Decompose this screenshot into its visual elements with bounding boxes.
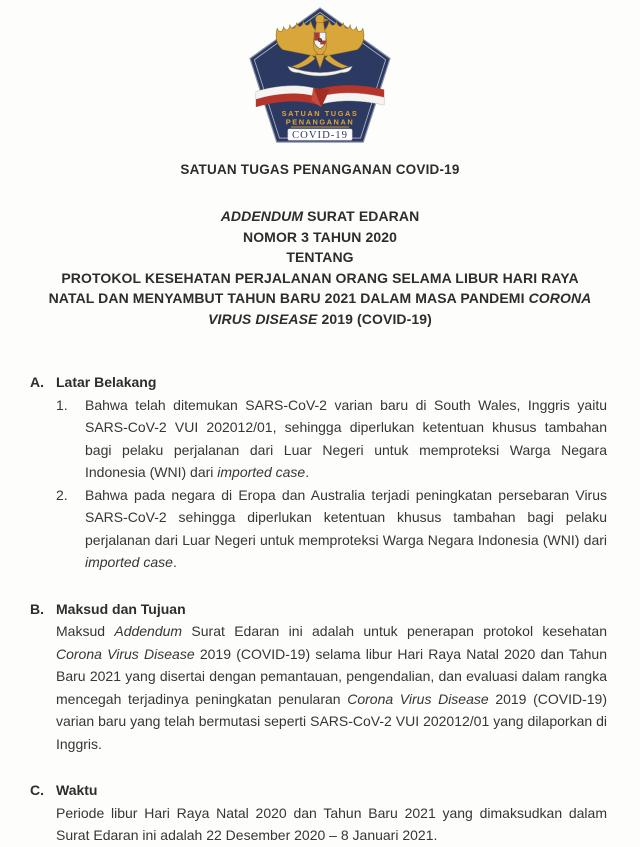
section-body	[56, 620, 607, 755]
section-heading	[30, 371, 607, 394]
logo-container	[0, 0, 640, 147]
text-run: Surat Edaran ini adalah untuk penerapan protokol kesehatan	[182, 623, 607, 639]
logo-label-line1: SATUAN TUGAS	[281, 108, 359, 118]
numbered-item	[56, 394, 607, 484]
section-label: C.	[30, 782, 44, 798]
text-run: VIRUS DISEASE	[208, 310, 318, 327]
sections	[30, 371, 607, 847]
text-run: 2019 (COVID-19) varian baru yang telah bermutasi seperti SARS-CoV-2 VUI 202012/01 yang dilaporkan di Inggris.	[56, 690, 607, 752]
logo-label-underline	[291, 127, 349, 128]
title-line	[0, 227, 640, 248]
text-run: 2019 (COVID-19)	[317, 310, 432, 327]
title-line	[0, 268, 640, 289]
text-run: imported case	[85, 554, 173, 570]
section-heading-text: Waktu	[56, 782, 98, 798]
text-run: Periode libur Hari Raya Natal 2020 dan Tahun Baru 2021 yang dimaksudkan dalam Surat Edaran ini adalah 22 Desember 2020 – 8 Januari 2021.	[56, 804, 607, 843]
title-line	[0, 247, 640, 268]
title-line	[0, 206, 640, 227]
title-line	[0, 288, 640, 309]
covid-label-text: COVID-19	[292, 129, 348, 142]
text-run: .	[172, 554, 177, 570]
text-run: ADDENDUM	[220, 208, 304, 224]
item-text	[85, 484, 607, 574]
section	[30, 779, 607, 847]
numbered-item	[56, 484, 607, 574]
text-run: PROTOKOL KESEHATAN PERJALANAN ORANG SELAMA LIBUR HARI RAYA	[61, 269, 579, 286]
text-run: Addendum	[114, 623, 183, 639]
item-number: 2.	[56, 486, 68, 503]
section-heading-text: Maksud dan Tujuan	[56, 600, 186, 617]
text-run: SURAT EDARAN	[303, 208, 420, 224]
item-text	[85, 394, 607, 484]
section-heading	[30, 598, 607, 621]
section-heading	[30, 779, 607, 802]
section-body	[56, 802, 607, 847]
text-run: Maksud	[56, 623, 115, 639]
org-caption: SATUAN TUGAS PENANGANAN COVID-19	[180, 162, 460, 177]
text-run: TENTANG	[286, 249, 354, 265]
text-run: .	[305, 464, 310, 480]
text-run: NOMOR 3 TAHUN 2020	[242, 228, 398, 245]
section-paragraph	[56, 802, 607, 847]
item-number: 1.	[56, 396, 68, 413]
section-paragraph	[56, 620, 607, 755]
text-run: Bahwa pada negara di Eropa dan Australia terjadi peningkatan persebaran Virus SARS-CoV-2 sehingga diperlukan ketentuan khusus tambahan bagi pelaku perjalanan dari Luar Negeri untuk memproteksi Warga Negara Indonesia (WNI) dari	[85, 486, 607, 548]
text-run: NATAL DAN MENYAMBUT TAHUN BARU 2021 DALAM MASA PANDEMI	[48, 290, 529, 306]
text-run: Corona Virus Disease	[347, 690, 489, 707]
section-heading-text: Latar Belakang	[56, 374, 157, 390]
text-run: CORONA	[528, 290, 592, 306]
satgas-covid19-pentagon-emblem	[247, 6, 393, 147]
text-run: Bahwa telah ditemukan SARS-CoV-2 varian baru di South Wales, Inggris yaitu SARS-CoV-2 VUI 202012/01, sehingga diperlukan ketentuan khusus tambahan bagi pelaku perjalanan dari Luar Negeri untuk memproteksi Warga Negara Indonesia (WNI) dari	[85, 396, 607, 480]
section-body	[56, 394, 607, 574]
section-label: B.	[30, 600, 44, 617]
section-label: A.	[30, 374, 44, 390]
section	[30, 371, 607, 574]
text-run: 2019 (COVID-19) selama libur Hari Raya Natal 2020 dan Tahun Baru 2021 yang disertai dengan pemantauan, pengendalian, dan evaluasi dalam rangka mencegah terjadinya peningkatan penularan	[56, 645, 607, 707]
text-run: Corona Virus Disease	[56, 645, 195, 662]
title-line	[0, 309, 640, 330]
text-run: imported case	[217, 464, 306, 480]
logo-label-line2: PENANGANAN	[285, 117, 355, 127]
section	[30, 598, 607, 756]
document-title	[0, 206, 640, 329]
